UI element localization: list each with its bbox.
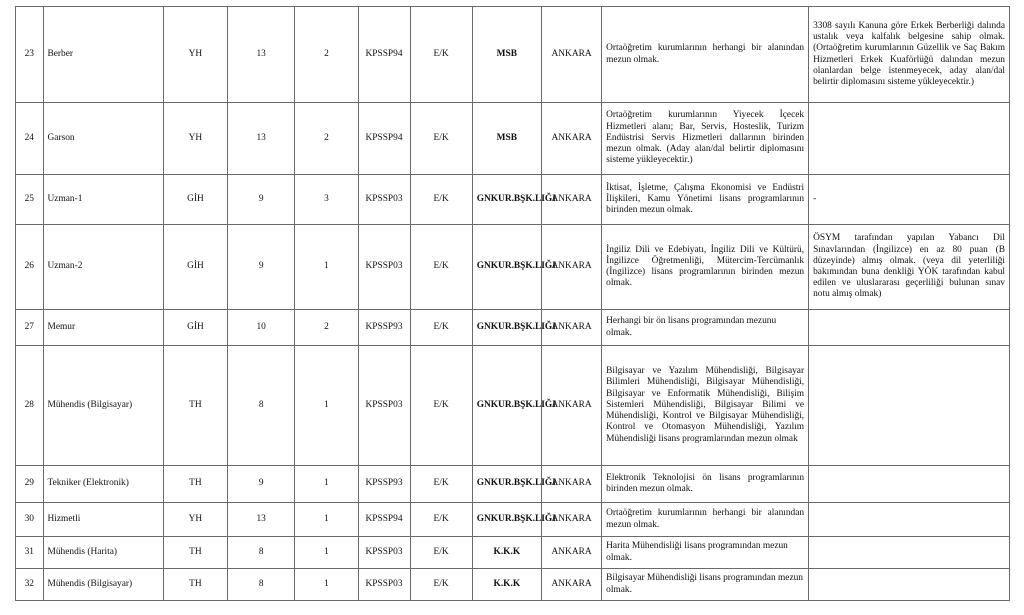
additional-requirement: - bbox=[809, 175, 1010, 225]
row-number: 26 bbox=[16, 225, 44, 310]
row-number: 25 bbox=[16, 175, 44, 225]
additional-requirement bbox=[809, 103, 1010, 175]
institution: GNKUR.BŞK.LIĞI bbox=[472, 503, 541, 537]
position-title: Berber bbox=[43, 7, 163, 103]
table-row bbox=[16, 310, 1010, 346]
service-class: TH bbox=[163, 466, 227, 503]
score-type: KPSSP03 bbox=[358, 346, 410, 466]
position-count: 1 bbox=[295, 537, 358, 569]
grade: 8 bbox=[228, 537, 295, 569]
service-class: TH bbox=[163, 346, 227, 466]
additional-requirement bbox=[809, 466, 1010, 503]
position-count: 1 bbox=[295, 569, 358, 601]
grade: 10 bbox=[228, 310, 295, 346]
table-row bbox=[16, 103, 1010, 175]
province: ANKARA bbox=[542, 225, 602, 310]
service-class: TH bbox=[163, 537, 227, 569]
gender: E/K bbox=[410, 225, 472, 310]
row-number: 31 bbox=[16, 537, 44, 569]
institution: GNKUR.BŞK.LIĞI bbox=[472, 225, 541, 310]
service-class: YH bbox=[163, 103, 227, 175]
gender: E/K bbox=[410, 569, 472, 601]
service-class: GİH bbox=[163, 225, 227, 310]
institution: MSB bbox=[472, 7, 541, 103]
score-type: KPSSP93 bbox=[358, 310, 410, 346]
score-type: KPSSP93 bbox=[358, 466, 410, 503]
row-number: 28 bbox=[16, 346, 44, 466]
grade: 9 bbox=[228, 225, 295, 310]
province: ANKARA bbox=[542, 7, 602, 103]
gender: E/K bbox=[410, 346, 472, 466]
position-title: Mühendis (Harita) bbox=[43, 537, 163, 569]
gender: E/K bbox=[410, 503, 472, 537]
position-title: Tekniker (Elektronik) bbox=[43, 466, 163, 503]
province: ANKARA bbox=[542, 569, 602, 601]
score-type: KPSSP03 bbox=[358, 225, 410, 310]
institution: GNKUR.BŞK.LIĞI bbox=[472, 310, 541, 346]
grade: 9 bbox=[228, 175, 295, 225]
position-title: Garson bbox=[43, 103, 163, 175]
job-listing-table bbox=[15, 6, 1010, 601]
institution: K.K.K bbox=[472, 537, 541, 569]
additional-requirement: ÖSYM tarafından yapılan Yabancı Dil Sınavlarından (İngilizce) en az 80 puan (B düzeyinde) almış olmak. (veya dil yeterliliği bakımından buna denkliği YÖK tarafından kabul edilen ve uluslararası geçerliliği bulunan sınav notu almış olmak) bbox=[809, 225, 1010, 310]
gender: E/K bbox=[410, 537, 472, 569]
additional-requirement bbox=[809, 569, 1010, 601]
position-count: 2 bbox=[295, 103, 358, 175]
institution: GNKUR.BŞK.LIĞI bbox=[472, 346, 541, 466]
table-row bbox=[16, 466, 1010, 503]
institution: K.K.K bbox=[472, 569, 541, 601]
education-requirement: Herhangi bir ön lisans programından mezunu olmak. bbox=[602, 310, 809, 346]
institution: GNKUR.BŞK.LIĞI bbox=[472, 175, 541, 225]
position-title: Mühendis (Bilgisayar) bbox=[43, 569, 163, 601]
education-requirement: Harita Mühendisliği lisans programından mezun olmak. bbox=[602, 537, 809, 569]
service-class: YH bbox=[163, 7, 227, 103]
institution: GNKUR.BŞK.LIĞI bbox=[472, 466, 541, 503]
grade: 8 bbox=[228, 346, 295, 466]
institution: MSB bbox=[472, 103, 541, 175]
service-class: GİH bbox=[163, 175, 227, 225]
position-title: Mühendis (Bilgisayar) bbox=[43, 346, 163, 466]
table-row bbox=[16, 503, 1010, 537]
province: ANKARA bbox=[542, 310, 602, 346]
score-type: KPSSP94 bbox=[358, 503, 410, 537]
province: ANKARA bbox=[542, 346, 602, 466]
additional-requirement bbox=[809, 346, 1010, 466]
gender: E/K bbox=[410, 310, 472, 346]
position-count: 1 bbox=[295, 225, 358, 310]
table-row bbox=[16, 225, 1010, 310]
position-title: Memur bbox=[43, 310, 163, 346]
position-count: 1 bbox=[295, 346, 358, 466]
education-requirement: İktisat, İşletme, Çalışma Ekonomisi ve Endüstri İlişkileri, Kamu Yönetimi lisans programlarının birinden mezun olmak. bbox=[602, 175, 809, 225]
table-row bbox=[16, 7, 1010, 103]
row-number: 23 bbox=[16, 7, 44, 103]
province: ANKARA bbox=[542, 537, 602, 569]
province: ANKARA bbox=[542, 175, 602, 225]
score-type: KPSSP03 bbox=[358, 175, 410, 225]
grade: 13 bbox=[228, 103, 295, 175]
row-number: 30 bbox=[16, 503, 44, 537]
position-count: 1 bbox=[295, 466, 358, 503]
gender: E/K bbox=[410, 466, 472, 503]
education-requirement: Bilgisayar ve Yazılım Mühendisliği, Bilgisayar Bilimleri Mühendisliği, Bilgisayar Mühendisliği, Bilgisayar ve Enformatik Mühendisliği, Bilişim Sistemleri Mühendisliği, Bilgisayar Bilimi ve Mühendisliği, Kontrol ve Bilgisayar Mühendisliği, Kontrol ve Otomasyon Mühendisliği, Yazılım Mühendisliği lisans programlarından mezun olmak bbox=[602, 346, 809, 466]
score-type: KPSSP94 bbox=[358, 7, 410, 103]
grade: 9 bbox=[228, 466, 295, 503]
province: ANKARA bbox=[542, 466, 602, 503]
province: ANKARA bbox=[542, 103, 602, 175]
table-row bbox=[16, 175, 1010, 225]
position-count: 2 bbox=[295, 310, 358, 346]
gender: E/K bbox=[410, 7, 472, 103]
row-number: 24 bbox=[16, 103, 44, 175]
grade: 13 bbox=[228, 503, 295, 537]
score-type: KPSSP03 bbox=[358, 569, 410, 601]
education-requirement: Ortaöğretim kurumlarının herhangi bir alanından mezun olmak. bbox=[602, 7, 809, 103]
score-type: KPSSP03 bbox=[358, 537, 410, 569]
education-requirement: Elektronik Teknolojisi ön lisans programlarının birinden mezun olmak. bbox=[602, 466, 809, 503]
gender: E/K bbox=[410, 175, 472, 225]
service-class: TH bbox=[163, 569, 227, 601]
table-row bbox=[16, 346, 1010, 466]
position-title: Hizmetli bbox=[43, 503, 163, 537]
education-requirement: Ortaöğretim kurumlarının herhangi bir alanından mezun olmak. bbox=[602, 503, 809, 537]
position-title: Uzman-2 bbox=[43, 225, 163, 310]
score-type: KPSSP94 bbox=[358, 103, 410, 175]
row-number: 27 bbox=[16, 310, 44, 346]
education-requirement: İngiliz Dili ve Edebiyatı, İngiliz Dili ve Kültürü, İngilizce Öğretmenliği, Mütercim-Tercümanlık (İngilizce) lisans programlarının birinden mezun olmak. bbox=[602, 225, 809, 310]
gender: E/K bbox=[410, 103, 472, 175]
additional-requirement bbox=[809, 310, 1010, 346]
education-requirement: Bilgisayar Mühendisliği lisans programından mezun olmak. bbox=[602, 569, 809, 601]
table-row bbox=[16, 537, 1010, 569]
position-count: 1 bbox=[295, 503, 358, 537]
additional-requirement bbox=[809, 537, 1010, 569]
service-class: GİH bbox=[163, 310, 227, 346]
additional-requirement bbox=[809, 503, 1010, 537]
position-count: 3 bbox=[295, 175, 358, 225]
additional-requirement: 3308 sayılı Kanuna göre Erkek Berberliği dalında ustalık veya kalfalık belgesine sahip olmak. (Ortaöğretim kurumlarının Güzellik ve Saç Bakım Hizmetleri Erkek Kuaförlüğü dalından mezun olanlardan belge istenmeyecek, aday alan/dal belirtir diplomasını sisteme yükleyecektir.) bbox=[809, 7, 1010, 103]
position-count: 2 bbox=[295, 7, 358, 103]
education-requirement: Ortaöğretim kurumlarının Yiyecek İçecek Hizmetleri alanı; Bar, Servis, Hosteslik, Turizm Endüstrisi Servis Hizmetleri dallarının birinden mezun olmak. (Aday alan/dal belirtir diplomasını sisteme yükleyecektir.) bbox=[602, 103, 809, 175]
position-title: Uzman-1 bbox=[43, 175, 163, 225]
row-number: 29 bbox=[16, 466, 44, 503]
service-class: YH bbox=[163, 503, 227, 537]
grade: 8 bbox=[228, 569, 295, 601]
row-number: 32 bbox=[16, 569, 44, 601]
grade: 13 bbox=[228, 7, 295, 103]
table-row bbox=[16, 569, 1010, 601]
province: ANKARA bbox=[542, 503, 602, 537]
